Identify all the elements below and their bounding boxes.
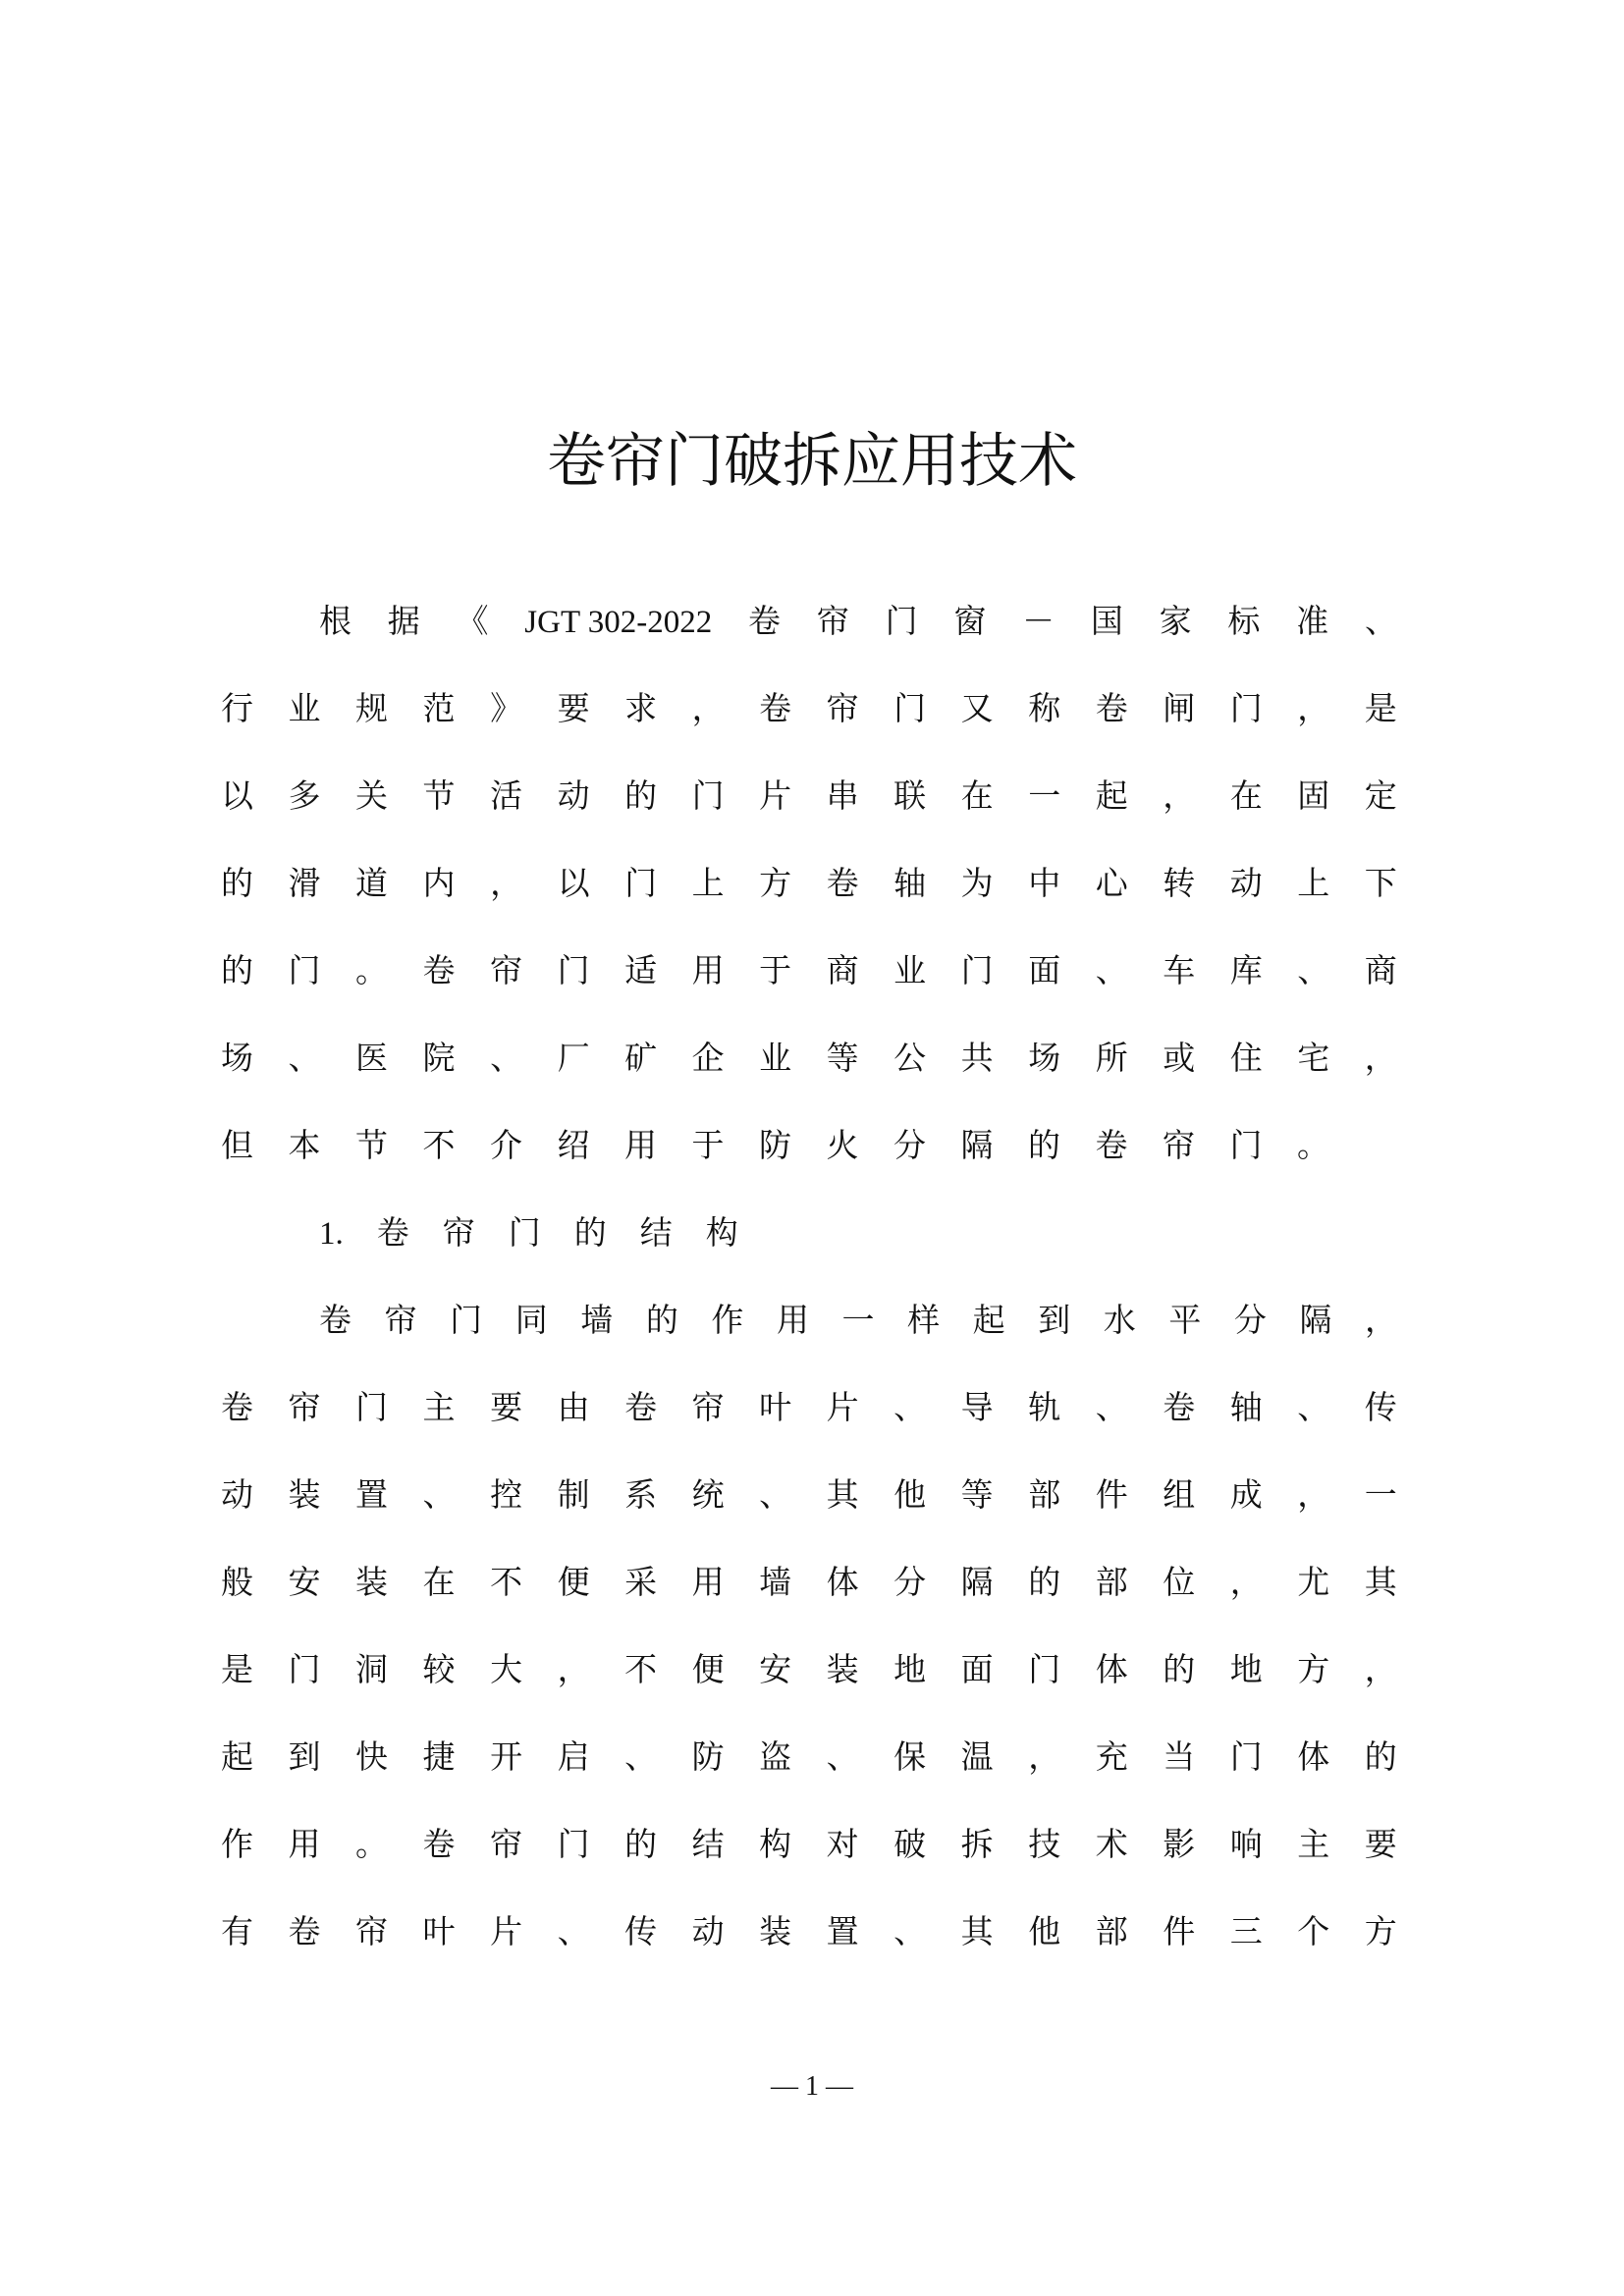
text-token: 、 — [557, 1915, 590, 1950]
text-token: 、 — [1095, 954, 1128, 989]
text-token: 、 — [1364, 605, 1397, 640]
text-token: 墙 — [580, 1304, 614, 1339]
text-token: 的 — [1028, 1566, 1061, 1601]
text-token: 卷 — [422, 954, 456, 989]
text-token: 又 — [960, 692, 994, 727]
text-token: 门 — [1229, 1129, 1263, 1164]
text-token: 体 — [826, 1566, 859, 1601]
text-token: 适 — [624, 954, 658, 989]
text-token: 门 — [624, 867, 658, 902]
text-token: ， — [1364, 1653, 1397, 1688]
text-token: 方 — [759, 867, 792, 902]
text-token: 库 — [1229, 954, 1263, 989]
text-token: 门 — [885, 605, 918, 640]
document-body — [221, 579, 1397, 1977]
text-token: 盗 — [759, 1740, 792, 1776]
text-token: 卷 — [826, 867, 859, 902]
text-token: 火 — [826, 1129, 859, 1164]
text-token: － — [1022, 605, 1056, 640]
text-token: 为 — [960, 867, 994, 902]
text-token: 门 — [288, 954, 321, 989]
text-token: 门 — [1028, 1653, 1061, 1688]
text-token: 充 — [1095, 1740, 1128, 1776]
text-token: 门 — [893, 692, 927, 727]
text-token: 轴 — [893, 867, 927, 902]
text-token: 不 — [490, 1566, 523, 1601]
text-token: 响 — [1229, 1828, 1263, 1863]
text-token: 心 — [1095, 867, 1128, 902]
text-token: 滑 — [288, 867, 321, 902]
text-token: 隔 — [1299, 1304, 1332, 1339]
text-token: 商 — [826, 954, 859, 989]
text-token: 叶 — [759, 1391, 792, 1426]
text-token: ， — [691, 692, 725, 727]
text-token: 轨 — [1028, 1391, 1061, 1426]
text-token: 片 — [490, 1915, 523, 1950]
text-token: 的 — [221, 867, 253, 902]
paragraph-line — [221, 1540, 1397, 1628]
text-token: 卷 — [748, 605, 782, 640]
text-token: 起 — [221, 1740, 253, 1776]
paragraph-line — [221, 841, 1397, 929]
text-token: 置 — [826, 1915, 859, 1950]
text-token: 尤 — [1297, 1566, 1330, 1601]
paragraph-line — [221, 1802, 1397, 1890]
text-token: 医 — [355, 1041, 389, 1077]
text-token: 控 — [490, 1478, 523, 1514]
text-token: 商 — [1364, 954, 1397, 989]
text-token: 当 — [1163, 1740, 1196, 1776]
text-token: 术 — [1095, 1828, 1128, 1863]
text-token: 动 — [557, 779, 590, 815]
text-token: ， — [490, 867, 523, 902]
text-token: 共 — [960, 1041, 994, 1077]
text-token: 范 — [422, 692, 456, 727]
text-token: 卷 — [624, 1391, 658, 1426]
text-token: 转 — [1163, 867, 1196, 902]
text-token: 用 — [624, 1129, 657, 1164]
text-token: 动 — [221, 1478, 253, 1514]
text-token: 的 — [645, 1304, 678, 1339]
text-token: 到 — [1038, 1304, 1071, 1339]
text-token: ， — [1229, 1566, 1263, 1601]
text-token: 关 — [355, 779, 389, 815]
text-token: 称 — [1028, 692, 1061, 727]
text-token: 、 — [1297, 954, 1330, 989]
text-token: 公 — [893, 1041, 927, 1077]
text-token: 。 — [355, 1828, 389, 1863]
text-token: 车 — [1163, 954, 1196, 989]
text-token: 本 — [288, 1129, 321, 1164]
text-token: 温 — [960, 1740, 994, 1776]
text-token: 片 — [826, 1391, 859, 1426]
text-token: 般 — [221, 1566, 253, 1601]
text-token: 平 — [1168, 1304, 1202, 1339]
text-token: 其 — [826, 1478, 859, 1514]
text-token: 组 — [1163, 1478, 1196, 1514]
text-token: 安 — [759, 1653, 792, 1688]
text-token: 卷 — [319, 1304, 352, 1339]
text-token: 所 — [1095, 1041, 1128, 1077]
paragraph-line — [221, 1628, 1397, 1715]
text-token: 卷 — [1095, 1129, 1128, 1164]
text-token: 装 — [355, 1566, 389, 1601]
text-token: 。 — [1297, 1129, 1329, 1164]
text-token: 于 — [759, 954, 792, 989]
text-token: 大 — [490, 1653, 523, 1688]
text-token: 家 — [1159, 605, 1192, 640]
text-token: 于 — [691, 1129, 725, 1164]
text-token: 叶 — [422, 1915, 456, 1950]
text-token: 方 — [1364, 1915, 1397, 1950]
text-token: 门 — [450, 1304, 483, 1339]
text-token: 轴 — [1229, 1391, 1263, 1426]
text-token: 体 — [1297, 1740, 1330, 1776]
text-token: 装 — [826, 1653, 859, 1688]
text-token: 的 — [1364, 1740, 1397, 1776]
text-token: 节 — [422, 779, 456, 815]
text-token: 帘 — [384, 1304, 417, 1339]
text-token: 墙 — [759, 1566, 792, 1601]
paragraph-line — [221, 667, 1397, 754]
text-token: 门 — [1229, 692, 1263, 727]
text-token: 地 — [893, 1653, 927, 1688]
text-token: 由 — [557, 1391, 590, 1426]
text-token: 安 — [288, 1566, 321, 1601]
text-token: 下 — [1364, 867, 1397, 902]
text-token: 在 — [1229, 779, 1263, 815]
text-token: 防 — [691, 1740, 725, 1776]
text-token: 上 — [1297, 867, 1330, 902]
text-token: 不 — [624, 1653, 658, 1688]
text-token: 动 — [691, 1915, 725, 1950]
text-token: 帘 — [288, 1391, 321, 1426]
text-token: 面 — [1028, 954, 1061, 989]
text-token: 方 — [1297, 1653, 1330, 1688]
text-token: 、 — [1297, 1391, 1330, 1426]
text-token: 固 — [1297, 779, 1330, 815]
text-token: 、 — [826, 1740, 859, 1776]
text-token: 保 — [893, 1740, 927, 1776]
text-token: 在 — [422, 1566, 456, 1601]
text-token: 件 — [1163, 1915, 1196, 1950]
text-token: 洞 — [355, 1653, 389, 1688]
text-token: 据 — [387, 605, 420, 640]
text-token: 帘 — [816, 605, 849, 640]
text-token: 装 — [759, 1915, 792, 1950]
text-token: 用 — [691, 954, 725, 989]
text-token: 地 — [1229, 1653, 1263, 1688]
paragraph-line — [221, 1715, 1397, 1802]
text-token: 卷 — [376, 1216, 409, 1252]
text-token: 对 — [826, 1828, 859, 1863]
text-token: 节 — [355, 1129, 388, 1164]
text-token: ， — [1163, 779, 1196, 815]
text-token: 的 — [624, 1828, 658, 1863]
text-token: 矿 — [624, 1041, 658, 1077]
text-token: 起 — [1095, 779, 1128, 815]
text-token: 中 — [1028, 867, 1061, 902]
text-token: 的 — [624, 779, 658, 815]
text-token: 用 — [776, 1304, 809, 1339]
paragraph-line — [221, 1103, 1397, 1191]
text-token: 是 — [1364, 692, 1397, 727]
text-token: 成 — [1229, 1478, 1263, 1514]
text-token: 传 — [1364, 1391, 1397, 1426]
text-token: 样 — [907, 1304, 941, 1339]
text-token: 窗 — [953, 605, 987, 640]
text-token: 等 — [826, 1041, 859, 1077]
text-token: ， — [1297, 1478, 1330, 1514]
text-token: 介 — [490, 1129, 522, 1164]
text-token: 不 — [422, 1129, 456, 1164]
text-token: 门 — [1229, 1740, 1263, 1776]
text-token: 门 — [960, 954, 994, 989]
text-token: 位 — [1163, 1566, 1196, 1601]
text-token: 场 — [221, 1041, 253, 1077]
text-token: 、 — [288, 1041, 321, 1077]
text-token: 门 — [355, 1391, 389, 1426]
text-token: 构 — [759, 1828, 792, 1863]
text-token: 到 — [288, 1740, 321, 1776]
text-token: 或 — [1163, 1041, 1196, 1077]
document-title: 卷帘门破拆应用技术 — [547, 427, 1077, 496]
text-token: 联 — [893, 779, 927, 815]
text-token: 面 — [960, 1653, 994, 1688]
text-token: 住 — [1229, 1041, 1263, 1077]
text-token: 要 — [490, 1391, 523, 1426]
text-token: 、 — [624, 1740, 658, 1776]
text-token: 根 — [319, 605, 352, 640]
text-token: 其 — [960, 1915, 994, 1950]
text-token: 、 — [422, 1478, 456, 1514]
text-token: 体 — [1095, 1653, 1128, 1688]
text-token: ， — [1297, 692, 1330, 727]
text-token: 门 — [288, 1653, 321, 1688]
text-token: 部 — [1095, 1915, 1128, 1950]
text-token: 卷 — [1163, 1391, 1196, 1426]
text-token: 防 — [759, 1129, 791, 1164]
text-token: 采 — [624, 1566, 658, 1601]
text-token: 串 — [826, 779, 859, 815]
text-token: 破 — [893, 1828, 927, 1863]
text-token: 上 — [691, 867, 725, 902]
text-token: 结 — [639, 1216, 673, 1252]
text-token: 、 — [893, 1915, 927, 1950]
section-heading — [221, 1191, 1397, 1278]
text-token: 《 — [456, 605, 489, 640]
text-token: 以 — [221, 779, 253, 815]
text-token: 构 — [705, 1216, 738, 1252]
text-token: 一 — [841, 1304, 875, 1339]
text-token: 帘 — [1163, 1129, 1195, 1164]
text-token: 帘 — [442, 1216, 475, 1252]
text-token: 1. — [319, 1216, 344, 1252]
text-token: 开 — [490, 1740, 523, 1776]
text-token: 门 — [557, 1828, 590, 1863]
text-token: 门 — [557, 954, 590, 989]
text-token: 隔 — [960, 1129, 994, 1164]
text-token: 其 — [1364, 1566, 1397, 1601]
text-token: 卷 — [1095, 692, 1128, 727]
paragraph-line — [221, 579, 1397, 667]
text-token: 企 — [691, 1041, 725, 1077]
paragraph-line — [221, 754, 1397, 841]
text-token: 他 — [1028, 1915, 1061, 1950]
text-token: 要 — [557, 692, 590, 727]
text-token: 道 — [355, 867, 389, 902]
text-token: 的 — [573, 1216, 607, 1252]
text-token: 国 — [1090, 605, 1123, 640]
text-token: 片 — [759, 779, 792, 815]
text-token: 厂 — [557, 1041, 590, 1077]
text-token: 定 — [1364, 779, 1397, 815]
text-token: 准 — [1296, 605, 1329, 640]
text-token: 是 — [221, 1653, 253, 1688]
text-token: 业 — [893, 954, 927, 989]
text-token: 部 — [1028, 1478, 1061, 1514]
text-token: 置 — [355, 1478, 389, 1514]
text-token: 有 — [221, 1915, 253, 1950]
text-token: 制 — [557, 1478, 590, 1514]
text-token: 门 — [508, 1216, 541, 1252]
text-token: 》 — [490, 692, 523, 727]
text-token: 作 — [221, 1828, 253, 1863]
text-token: 宅 — [1297, 1041, 1330, 1077]
text-token: 便 — [691, 1653, 725, 1688]
text-token: 但 — [221, 1129, 253, 1164]
text-token: 、 — [759, 1478, 792, 1514]
text-token: 多 — [288, 779, 321, 815]
text-token: 帘 — [355, 1915, 389, 1950]
text-token: 装 — [288, 1478, 321, 1514]
text-token: 帘 — [490, 954, 523, 989]
text-token: 传 — [624, 1915, 658, 1950]
text-token: 分 — [893, 1566, 927, 1601]
text-token: 。 — [355, 954, 389, 989]
text-token: 帘 — [490, 1828, 523, 1863]
text-token: 捷 — [422, 1740, 456, 1776]
text-token: 一 — [1028, 779, 1061, 815]
text-token: 场 — [1028, 1041, 1061, 1077]
paragraph-line — [221, 1890, 1397, 1977]
text-token: 结 — [691, 1828, 725, 1863]
text-token: 统 — [691, 1478, 725, 1514]
text-token: 快 — [355, 1740, 389, 1776]
paragraph-line — [221, 1365, 1397, 1453]
text-token: 较 — [422, 1653, 456, 1688]
text-token: 、 — [1095, 1391, 1128, 1426]
text-token: 活 — [490, 779, 523, 815]
text-token: ， — [557, 1653, 590, 1688]
text-token: 水 — [1103, 1304, 1136, 1339]
text-token: 标 — [1227, 605, 1261, 640]
text-token: 技 — [1028, 1828, 1061, 1863]
text-token: 的 — [1163, 1653, 1196, 1688]
text-token: 帘 — [826, 692, 859, 727]
text-token: 卷 — [221, 1391, 253, 1426]
text-token: 、 — [490, 1041, 523, 1077]
paragraph-line — [221, 929, 1397, 1016]
text-token: 部 — [1095, 1566, 1128, 1601]
text-token: 帘 — [691, 1391, 725, 1426]
text-token: 件 — [1095, 1478, 1128, 1514]
text-token: 行 — [221, 692, 253, 727]
text-token: ， — [1365, 1304, 1397, 1339]
text-token: 启 — [557, 1740, 590, 1776]
text-token: 主 — [422, 1391, 456, 1426]
text-token: 一 — [1364, 1478, 1397, 1514]
text-token: 卷 — [422, 1828, 456, 1863]
page-number: — 1 — — [771, 2071, 853, 2102]
text-token: 起 — [972, 1304, 1005, 1339]
text-token: 等 — [960, 1478, 994, 1514]
text-token: 他 — [893, 1478, 927, 1514]
text-token: 卷 — [759, 692, 792, 727]
text-token: 三 — [1229, 1915, 1263, 1950]
text-token: 用 — [691, 1566, 725, 1601]
text-token: 隔 — [960, 1566, 994, 1601]
text-token: 拆 — [960, 1828, 994, 1863]
text-token: 绍 — [557, 1129, 590, 1164]
text-token: 、 — [893, 1391, 927, 1426]
text-token: 主 — [1297, 1828, 1330, 1863]
paragraph-line — [221, 1278, 1397, 1365]
text-token: 内 — [422, 867, 456, 902]
text-token: 以 — [557, 867, 590, 902]
text-token: 系 — [624, 1478, 658, 1514]
text-token: ， — [1028, 1740, 1061, 1776]
text-token: 动 — [1229, 867, 1263, 902]
text-token: 门 — [691, 779, 725, 815]
text-token: 规 — [355, 692, 389, 727]
text-token: 作 — [711, 1304, 744, 1339]
text-token: 用 — [288, 1828, 321, 1863]
text-token: 的 — [1028, 1129, 1060, 1164]
text-token: 的 — [221, 954, 253, 989]
text-token: 要 — [1364, 1828, 1397, 1863]
text-token: 业 — [759, 1041, 792, 1077]
text-token: 影 — [1163, 1828, 1196, 1863]
text-token: 同 — [514, 1304, 548, 1339]
text-token: 导 — [960, 1391, 994, 1426]
text-token: 业 — [288, 692, 321, 727]
text-token: 院 — [422, 1041, 456, 1077]
text-token: 分 — [1233, 1304, 1267, 1339]
text-token: 个 — [1297, 1915, 1330, 1950]
text-token: 在 — [960, 779, 994, 815]
text-token: 分 — [893, 1129, 926, 1164]
text-token: 闸 — [1163, 692, 1196, 727]
paragraph-line — [221, 1453, 1397, 1540]
text-token: 便 — [557, 1566, 590, 1601]
text-token: 卷 — [288, 1915, 321, 1950]
text-token: JGT 302-2022 — [524, 605, 713, 640]
text-token: ， — [1364, 1041, 1397, 1077]
paragraph-line — [221, 1016, 1397, 1103]
text-token: 求 — [624, 692, 658, 727]
